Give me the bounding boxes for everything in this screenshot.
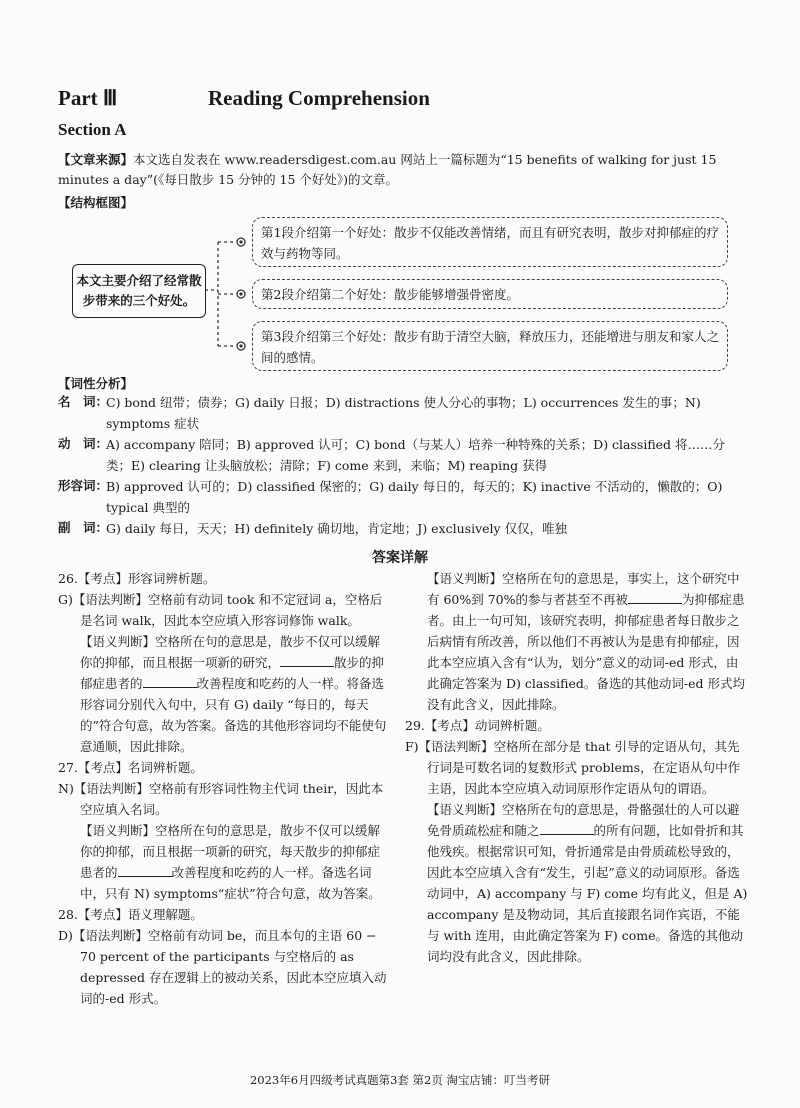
q26-head: 26.【考点】形容词辨析题。 bbox=[58, 571, 216, 586]
q28-grammar: D)【语法判断】空格前有动词 be，而且本句的主语 60 − 70 percent of the participants 与空格后的 as depressed 存在逻辑上的被动关系，因此本空应填入动词的-ed 形式。 bbox=[58, 928, 387, 1006]
pos-value: B) approved 认可的；D) classified 保密的；G) daily 每日的，每天的；K) inactive 不活动的，懒散的；O) typical 典型的 bbox=[106, 479, 723, 515]
q29-semantic: 【语义判断】空格所在句的意思是，骨骼强壮的人可以避免骨质疏松症和随之 的所有问题，比如骨折和其他残疾。根据常识可知，骨折通常是由骨质疏松导致的，因此本空应填入含有“发生，引起”意义的动词原形。备选动词中，A) accompany 与 F) come 均有此义，但是 A) accompany 是及物动词，其后直接跟名词作宾语，不能与 with 连用，由此确定答案为 F) come。备选的其他动词均没有此含义，因此排除。 bbox=[427, 802, 748, 964]
q26-semantic: 【语义判断】空格所在句的意思是，散步不仅可以缓解你的抑郁，而且根据一项新的研究， 散步的抑郁症患者的 改善程度和吃药的人一样。将备选形容词分别代入句中，只有 G) daily “每日的，每天的”符合句意，故为答案。备选的其他形容词均不能使句意通顺，因此排除。 bbox=[80, 634, 387, 754]
page-footer: 2023年6月四级考试真题第3套 第2页 淘宝店铺：叮当考研 bbox=[249, 1073, 551, 1087]
pos-row-verb bbox=[58, 434, 748, 476]
answer-blank bbox=[280, 653, 334, 667]
framework-label: 【结构框图】 bbox=[58, 195, 134, 210]
q28-semantic: 【语义判断】空格所在句的意思是，事实上，这个研究中有 60%到 70%的参与者甚至不再被 为抑郁症患者。由上一句可知，该研究表明，抑郁症患者每日散步之后病情有所改善，所以他们不再被认为是患有抑郁症，因此本空应填入含有“认为，划分”意义的动词-ed 形式，由此确定答案为 D) classified。备选的其他动词-ed 形式均没有此含义，因此排除。 bbox=[427, 571, 745, 712]
q29-grammar: F)【语法判断】空格所在部分是 that 引导的定语从句，其先行词是可数名词的复数形式 problems，在定语从句中作主语，因此本空应填入动词原形作定语从句的谓语。 bbox=[405, 739, 741, 796]
answers-left-column bbox=[58, 568, 388, 1009]
answers-heading: 答案详解 bbox=[372, 550, 428, 566]
q27-semantic: 【语义判断】空格所在句的意思是，散步不仅可以缓解你的抑郁，而且根据一项新的研究，每天散步的抑郁症患者的 改善程度和吃药的人一样。备选名词中，只有 N) symptoms“症状”符合句意，故为答案。 bbox=[80, 823, 381, 901]
q27-head: 27.【考点】名词辨析题。 bbox=[58, 760, 203, 775]
q28-head: 28.【考点】语义理解题。 bbox=[58, 907, 203, 922]
section-heading: Section A bbox=[58, 120, 127, 139]
source-text: 本文选自发表在 www.readersdigest.com.au 网站上一篇标题为“15 benefits of walking for just 15 minutes a day”(《每日散步 15 分钟的 15 个好处》)的文章。 bbox=[58, 152, 717, 187]
pos-value: C) bond 纽带；债券；G) daily 日报；D) distractions 使人分心的事物；L) occurrences 发生的事；N) symptoms 症状 bbox=[106, 395, 701, 431]
framework-item-3: 第3段介绍第三个好处：散步有助于清空大脑，释放压力，还能增进与朋友和家人之间的感情。 bbox=[252, 321, 728, 371]
source-label: 【文章来源】 bbox=[58, 152, 134, 167]
pos-key: 副 词： bbox=[58, 520, 109, 535]
answer-blank bbox=[540, 821, 594, 835]
pos-row-adverb bbox=[58, 518, 748, 539]
pos-label: 【词性分析】 bbox=[58, 376, 134, 391]
answers-right-column bbox=[405, 568, 750, 967]
answer-blank bbox=[118, 863, 172, 877]
part-title: Reading Comprehension bbox=[208, 86, 430, 110]
framework-main-box: 本文主要介绍了经常散步带来的三个好处。 bbox=[72, 264, 206, 318]
q26-grammar: G)【语法判断】空格前有动词 took 和不定冠词 a，空格后是名词 walk，因此本空应填入形容词修饰 walk。 bbox=[58, 592, 383, 628]
answer-blank bbox=[143, 674, 197, 688]
pos-value: G) daily 每日，天天；H) definitely 确切地，肯定地；J) exclusively 仅仅，唯独 bbox=[106, 521, 568, 536]
pos-key: 动 词： bbox=[58, 436, 109, 451]
pos-value: A) accompany 陪同；B) approved 认可；C) bond（与某人）培养一种特殊的关系；D) classified 将……分类；E) clearing 让头脑放松；清除；F) come 来到，来临；M) reaping 获得 bbox=[106, 437, 726, 473]
pos-key: 形容词： bbox=[58, 478, 109, 493]
pos-row-noun bbox=[58, 392, 748, 434]
q29-head: 29.【考点】动词辨析题。 bbox=[405, 718, 550, 733]
pos-key: 名 词： bbox=[58, 394, 109, 409]
q27-grammar: N)【语法判断】空格前有形容词性物主代词 their，因此本空应填入名词。 bbox=[58, 781, 384, 817]
framework-item-2: 第2段介绍第二个好处：散步能够增强骨密度。 bbox=[252, 279, 728, 309]
framework-item-1: 第1段介绍第一个好处：散步不仅能改善情绪，而且有研究表明，散步对抑郁症的疗效与药物等同。 bbox=[252, 217, 728, 267]
pos-row-adjective bbox=[58, 476, 748, 518]
part-label: Part Ⅲ bbox=[58, 86, 118, 110]
answer-blank bbox=[628, 590, 682, 604]
